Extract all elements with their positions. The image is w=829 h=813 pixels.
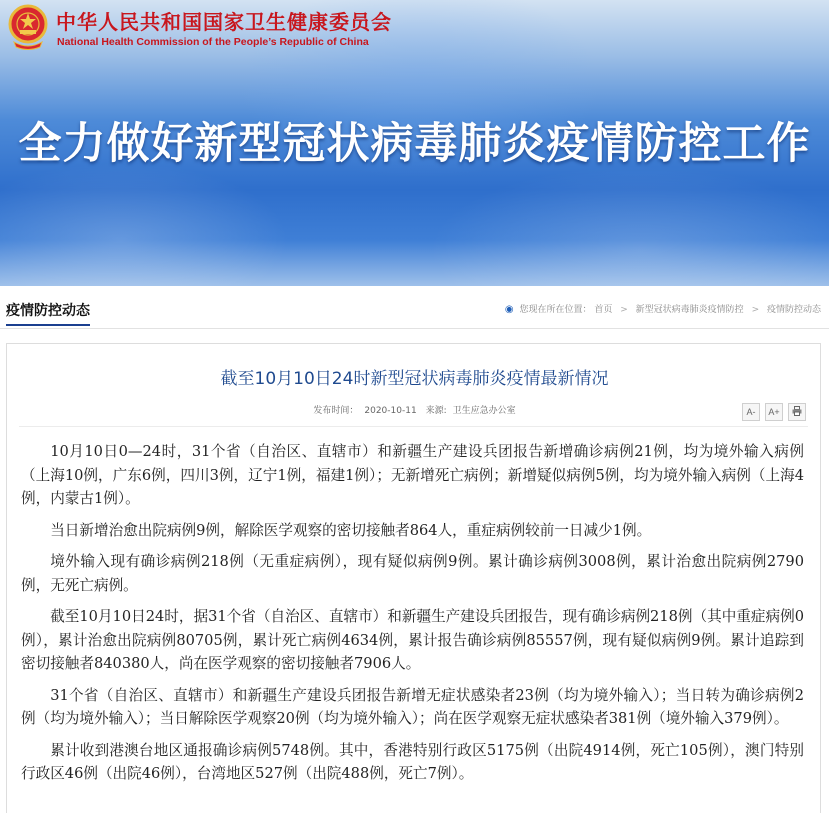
article-paragraph: 累计收到港澳台地区通报确诊病例5748例。其中，香港特别行政区5175例（出院4914例，死亡105例），澳门特别行政区46例（出院46例），台湾地区527例（出院488例，死亡7例）。 [21, 741, 804, 782]
breadcrumb-separator: > [620, 305, 628, 315]
article-paragraph: 31个省（自治区、直辖市）和新疆生产建设兵团报告新增无症状感染者23例（均为境外输入）；当日转为确诊病例2例（均为境外输入）；当日解除医学观察20例（均为境外输入）；尚在医学观察无症状感染者381例（境外输入379例）。 [21, 686, 804, 727]
print-button[interactable] [788, 403, 806, 421]
article-paragraph: 当日新增治愈出院病例9例，解除医学观察的密切接触者864人，重症病例较前一日减少1例。 [50, 521, 652, 539]
breadcrumb [505, 302, 821, 315]
header-banner [0, 0, 829, 286]
published-date: 2020-10-11 [364, 406, 417, 416]
font-increase-button[interactable]: A+ [765, 403, 783, 421]
breadcrumb-home-link[interactable]: 首页 [594, 305, 613, 315]
published-label: 发布时间： [313, 406, 359, 416]
breadcrumb-separator: > [751, 305, 760, 315]
article-meta [7, 403, 822, 416]
org-name-cn[interactable]: 中华人民共和国国家卫生健康委员会 [56, 10, 392, 34]
article-body [21, 440, 804, 794]
section-title: 疫情防控动态 [6, 300, 90, 326]
article-paragraph: 截至10月10日24时，据31个省（自治区、直辖市）和新疆生产建设兵团报告，现有确诊病例218例（其中重症病例0例），累计治愈出院病例80705例，累计死亡病例4634例，累计报告确诊病例85557例，现有疑似病例9例。累计追踪到密切接触者840380人，尚在医学观察的密切接触者7906人。 [21, 608, 804, 672]
section-bar [0, 286, 829, 329]
article-paragraph: 境外输入现有确诊病例218例（无重症病例），现有疑似病例9例。累计确诊病例3008例，累计治愈出院病例2790例，无死亡病例。 [21, 553, 804, 594]
banner-title: 全力做好新型冠状病毒肺炎疫情防控工作 [18, 119, 811, 169]
source-label: 来源: [425, 406, 447, 416]
article-title: 截至10月10日24时新型冠状病毒肺炎疫情最新情况 [220, 369, 609, 389]
article-paragraph: 10月10日0—24时，31个省（自治区、直辖市）和新疆生产建设兵团报告新增确诊病例21例，均为境外输入病例（上海10例，广东6例，四川3例，辽宁1例，福建1例）；无新增死亡病例；新增疑似病例5例，均为境外输入病例（上海4例，内蒙古1例）。 [21, 443, 804, 507]
location-pin-icon: ◉ [504, 304, 514, 315]
breadcrumb-prefix: 您现在所在位置： [519, 305, 592, 315]
national-emblem-icon [8, 4, 48, 50]
breadcrumb-topic-link[interactable]: 新型冠状病毒肺炎疫情防控 [635, 305, 744, 315]
article-tools [737, 400, 806, 421]
font-decrease-button[interactable]: A- [742, 403, 760, 421]
org-name-en[interactable]: National Health Commission of the People’s Republic of China [57, 36, 369, 48]
source-name: 卫生应急办公室 [452, 406, 516, 416]
breadcrumb-current-link[interactable]: 疫情防控动态 [766, 305, 821, 315]
meta-divider [19, 426, 808, 427]
print-icon [792, 406, 802, 416]
article-box [6, 343, 821, 813]
